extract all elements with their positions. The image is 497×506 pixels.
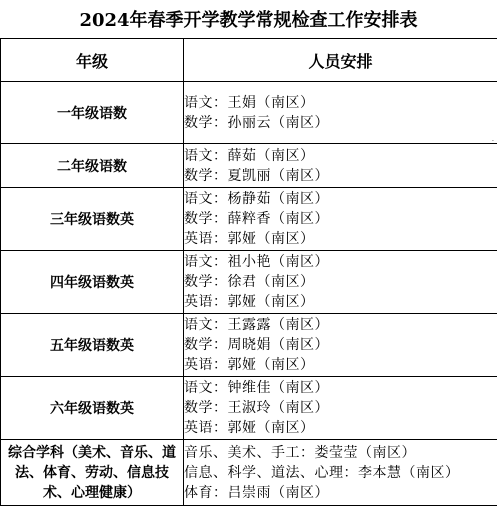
staff-line: 语文：王露露（南区）: [184, 315, 497, 335]
schedule-table: [0, 38, 497, 506]
staff-line: 音乐、美术、手工：娄莹莹（南区）: [184, 443, 497, 463]
staff-column-header: 人员安排: [184, 39, 497, 82]
staff-line: 数学：王淑玲（南区）: [184, 398, 497, 418]
staff-line: 数学：孙丽云（南区）: [184, 113, 497, 133]
staff-line: 数学：周晓娟（南区）: [184, 335, 497, 355]
staff-line: 数学：薛粹香（南区）: [184, 209, 497, 229]
table-row: [1, 144, 497, 188]
staff-cell: [184, 440, 497, 506]
staff-cell: [184, 144, 497, 188]
margin-dot: ·: [492, 140, 496, 144]
header-row: [1, 39, 497, 82]
table-row: [1, 314, 497, 377]
grade-column-header: 年级: [1, 39, 184, 82]
sheet-title: 2024年春季开学教学常规检查工作安排表: [0, 0, 497, 39]
staff-cell: [184, 377, 497, 440]
table-row: [1, 440, 497, 506]
table-row: [1, 377, 497, 440]
grade-cell: 一年级语数: [1, 82, 184, 144]
table-row: [1, 82, 497, 144]
staff-line: 语文：钟维佳（南区）: [184, 378, 497, 398]
staff-line: 信息、科学、道法、心理：李本慧（南区）: [184, 463, 497, 483]
staff-line: 英语：郭娅（南区）: [184, 292, 497, 312]
staff-cell: [184, 251, 497, 314]
staff-line: 语文：王娟（南区）: [184, 93, 497, 113]
grade-cell: 综合学科（美术、音乐、道法、体育、劳动、信息技术、心理健康）: [1, 440, 184, 506]
staff-cell: [184, 314, 497, 377]
staff-line: 语文：薛茹（南区）: [184, 146, 497, 166]
staff-cell: [184, 188, 497, 251]
staff-line: 数学：夏凯丽（南区）: [184, 166, 497, 186]
staff-line: 英语：郭娅（南区）: [184, 418, 497, 438]
grade-cell: 三年级语数英: [1, 188, 184, 251]
grade-cell: 六年级语数英: [1, 377, 184, 440]
staff-line: 语文：祖小艳（南区）: [184, 252, 497, 272]
staff-line: 体育：吕崇雨（南区）: [184, 483, 497, 503]
grade-cell: 五年级语数英: [1, 314, 184, 377]
grade-cell: 二年级语数: [1, 144, 184, 188]
table-row: [1, 188, 497, 251]
staff-cell: [184, 82, 497, 144]
table-row: [1, 251, 497, 314]
grade-cell: 四年级语数英: [1, 251, 184, 314]
staff-line: 英语：郭娅（南区）: [184, 229, 497, 249]
staff-line: 英语：郭娅（南区）: [184, 355, 497, 375]
staff-line: 数学：徐君（南区）: [184, 272, 497, 292]
staff-line: 语文：杨静茹（南区）: [184, 189, 497, 209]
